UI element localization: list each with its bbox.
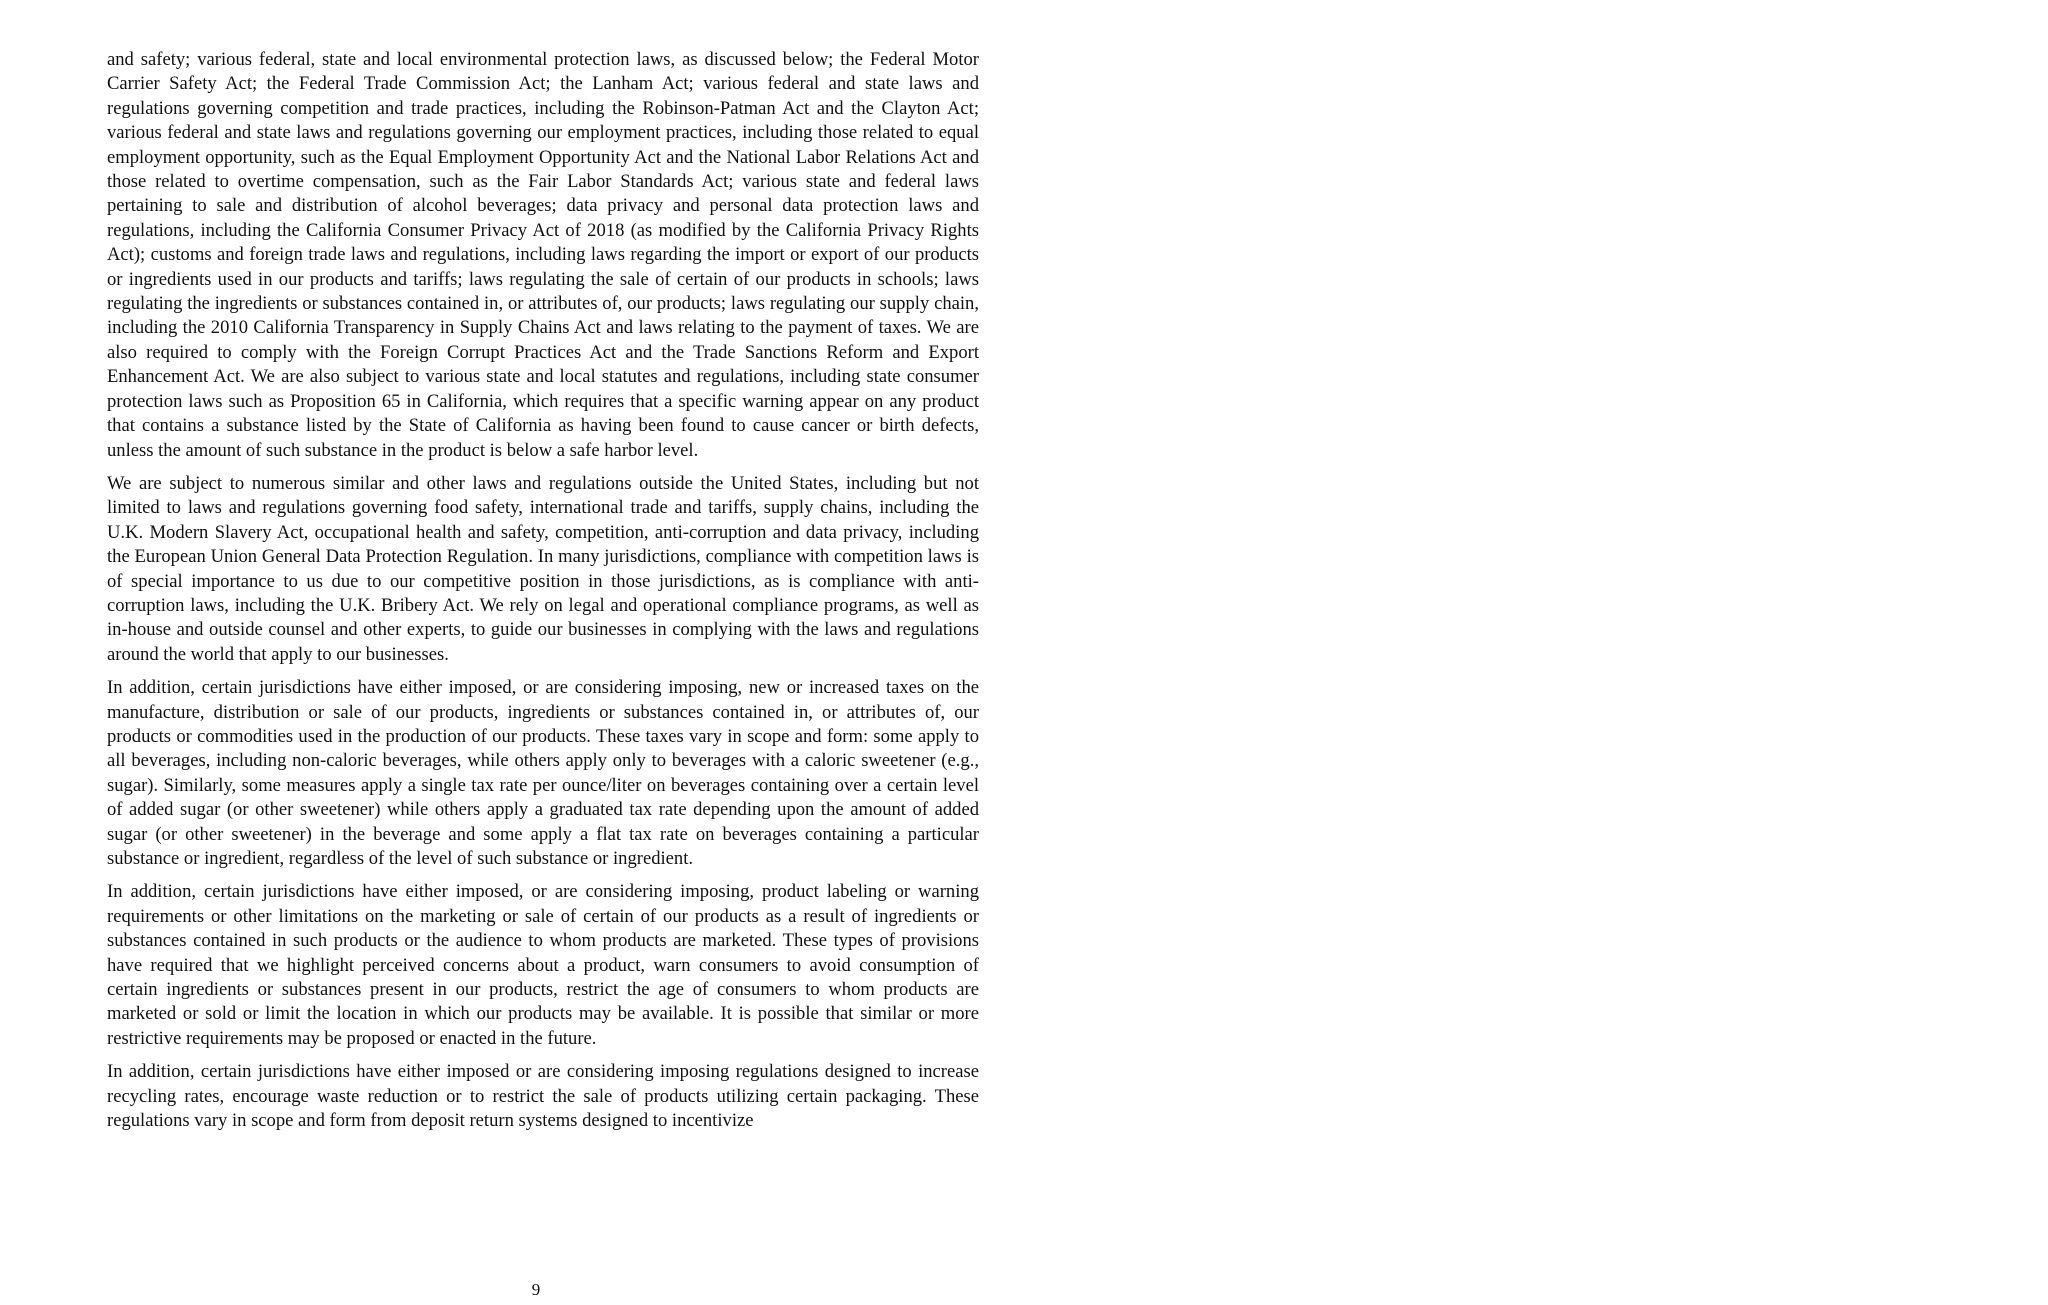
paragraph-labeling: In addition, certain jurisdictions have either imposed, or are considering imposing, product labeling or warning requirements or other limitations on the marketing or sale of certain of our products as a result of ingredients or substances contained in such products or the audience to whom products are marketed. These types of provisions have required that we highlight perceived concerns about a product, warn consumers to avoid consumption of certain ingredients or substances present in our products, restrict the age of consumers to whom products are marketed or sold or limit the location in which our products may be available. It is possible that similar or more restrictive requirements may be proposed or enacted in the future. bbox=[107, 881, 979, 1049]
page-number: 9 bbox=[531, 1280, 541, 1299]
paragraph-regulations-international: We are subject to numerous similar and other laws and regulations outside the United States, including but not limited to laws and regulations governing food safety, international trade and tariffs, supply chains, including the U.K. Modern Slavery Act, occupational health and safety, competition, anti-corruption and data privacy, including the European Union General Data Protection Regulation. In many jurisdictions, compliance with competition laws is of special importance to us due to our competitive position in those jurisdictions, as is compliance with anti-corruption laws, including the U.K. Bribery Act. We rely on legal and operational compliance programs, as well as in-house and outside counsel and other experts, to guide our businesses in complying with the laws and regulations around the world that apply to our businesses. bbox=[107, 472, 979, 665]
body-text-column bbox=[107, 48, 979, 1142]
paragraph-taxes: In addition, certain jurisdictions have either imposed, or are considering imposing, new or increased taxes on the manufacture, distribution or sale of our products, ingredients or substances contained in, or attributes of, our products or commodities used in the production of our products. These taxes vary in scope and form: some apply to all beverages, including non-caloric beverages, while others apply only to beverages with a caloric sweetener (e.g., sugar). Similarly, some measures apply a single tax rate per ounce/liter on beverages containing over a certain level of added sugar (or other sweetener) while others apply a graduated tax rate depending upon the amount of added sugar (or other sweetener) in the beverage and some apply a flat tax rate on beverages containing a particular substance or ingredient, regardless of the level of such substance or ingredient. bbox=[107, 677, 979, 869]
paragraph-recycling: In addition, certain jurisdictions have either imposed or are considering imposing regulations designed to increase recycling rates, encourage waste reduction or to restrict the sale of products utilizing certain packaging. These regulations vary in scope and form from deposit return systems designed to incentivize bbox=[107, 1061, 979, 1132]
paragraph-regulations-us: and safety; various federal, state and local environmental protection laws, as discussed below; the Federal Motor Carrier Safety Act; the Federal Trade Commission Act; the Lanham Act; various federal and state laws and regulations governing competition and trade practices, including the Robinson-Patman Act and the Clayton Act; various federal and state laws and regulations governing our employment practices, including those related to equal employment opportunity, such as the Equal Employment Opportunity Act and the National Labor Relations Act and those related to overtime compensation, such as the Fair Labor Standards Act; various state and federal laws pertaining to sale and distribution of alcohol beverages; data privacy and personal data protection laws and regulations, including the California Consumer Privacy Act of 2018 (as modified by the California Privacy Rights Act); customs and foreign trade laws and regulations, including laws regarding the import or export of our products or ingredients used in our products and tariffs; laws regulating the sale of certain of our products in schools; laws regulating the ingredients or substances contained in, or attributes of, our products; laws regulating our supply chain, including the 2010 California Transparency in Supply Chains Act and laws relating to the payment of taxes. We are also required to comply with the Foreign Corrupt Practices Act and the Trade Sanctions Reform and Export Enhancement Act. We are also subject to various state and local statutes and regulations, including state consumer protection laws such as Proposition 65 in California, which requires that a specific warning appear on any product that contains a substance listed by the State of California as having been found to cause cancer or birth defects, unless the amount of such substance in the product is below a safe harbor level. bbox=[107, 49, 979, 461]
